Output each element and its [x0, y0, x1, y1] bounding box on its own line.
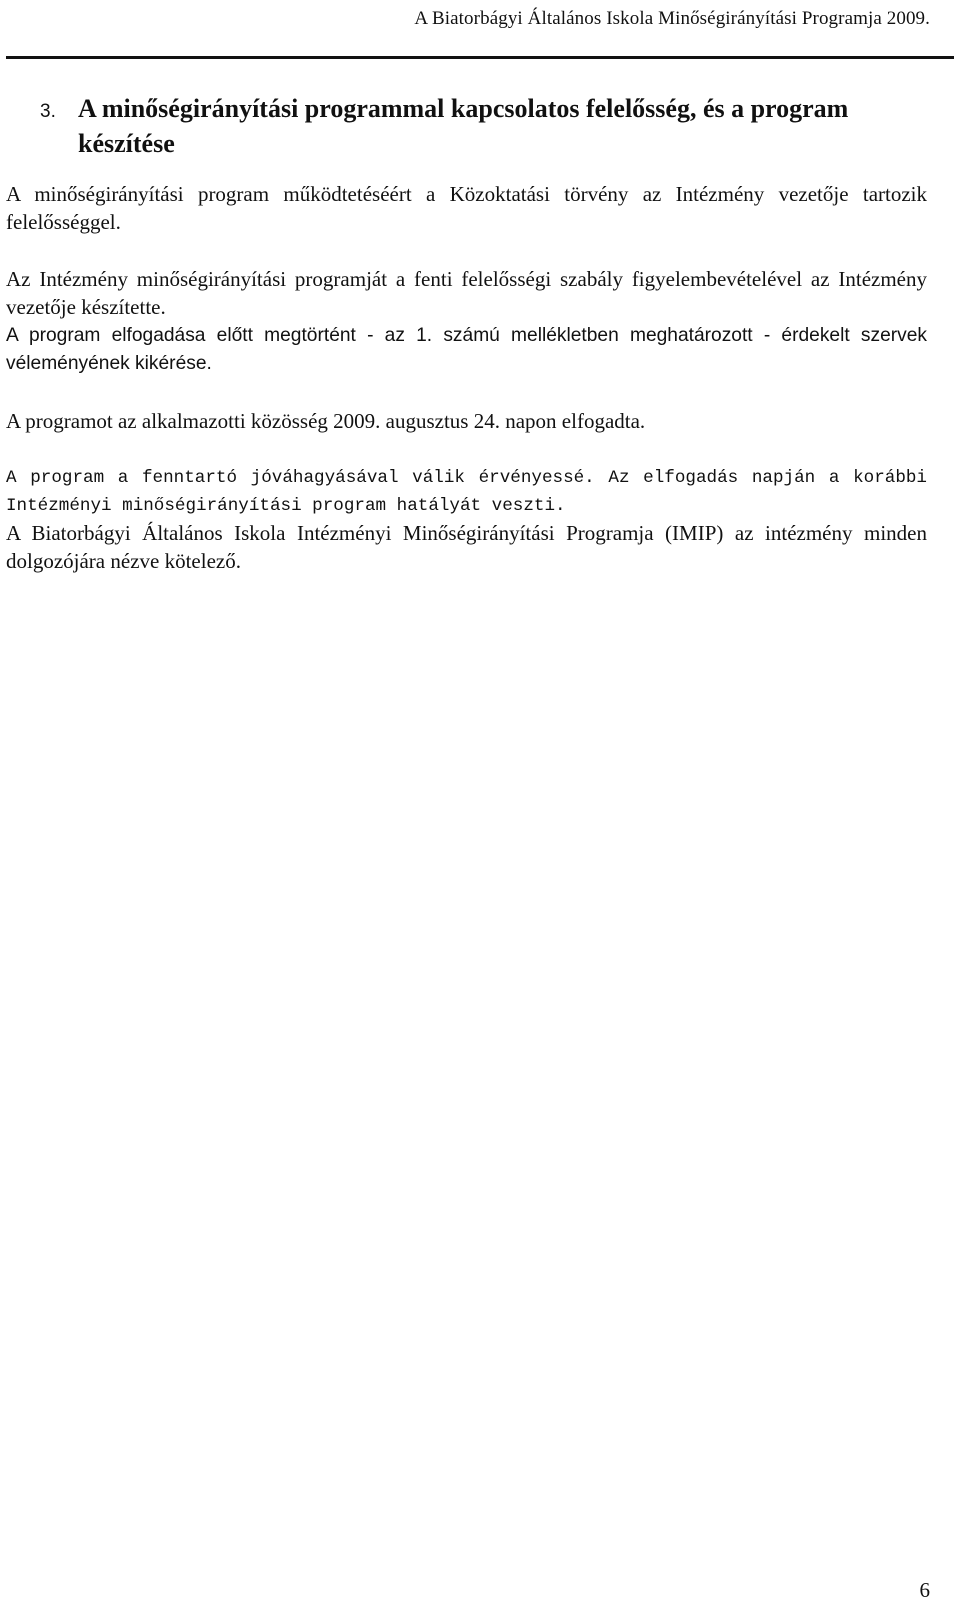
page-number: 6 [919, 1578, 930, 1602]
paragraph-consultation: A program elfogadása előtt megtörtént - az 1. számú mellékletben meghatározott - érdekelt szervek véleményének kikérése. [6, 325, 927, 374]
paragraph-validity: A program a fenntartó jóváhagyásával válik érvényessé. Az elfogadás napján a korábbi Intézményi minőségirányítási program hatályát veszti. [6, 468, 927, 516]
paragraph-responsibility: A minőségirányítási program működtetéséért a Közoktatási törvény az Intézmény vezetője tartozik felelősséggel. [6, 182, 927, 234]
section-heading [40, 91, 940, 161]
paragraph-adoption: A programot az alkalmazotti közösség 2009. augusztus 24. napon elfogadta. [6, 409, 646, 433]
header-rule [6, 56, 954, 59]
paragraph-obligation: A Biatorbágyi Általános Iskola Intézményi Minőségirányítási Programja (IMIP) az intézmény minden dolgozójára nézve kötelező. [6, 521, 927, 573]
paragraph-preparation: Az Intézmény minőségirányítási programját a fenti felelősségi szabály figyelembevételével az Intézmény vezetője készítette. [6, 267, 927, 319]
section-number: 3. [40, 101, 56, 122]
running-header: A Biatorbágyi Általános Iskola Minőségirányítási Programja 2009. [414, 8, 930, 29]
section-title: A minőségirányítási programmal kapcsolatos felelősség, és a program készítése [78, 94, 849, 158]
